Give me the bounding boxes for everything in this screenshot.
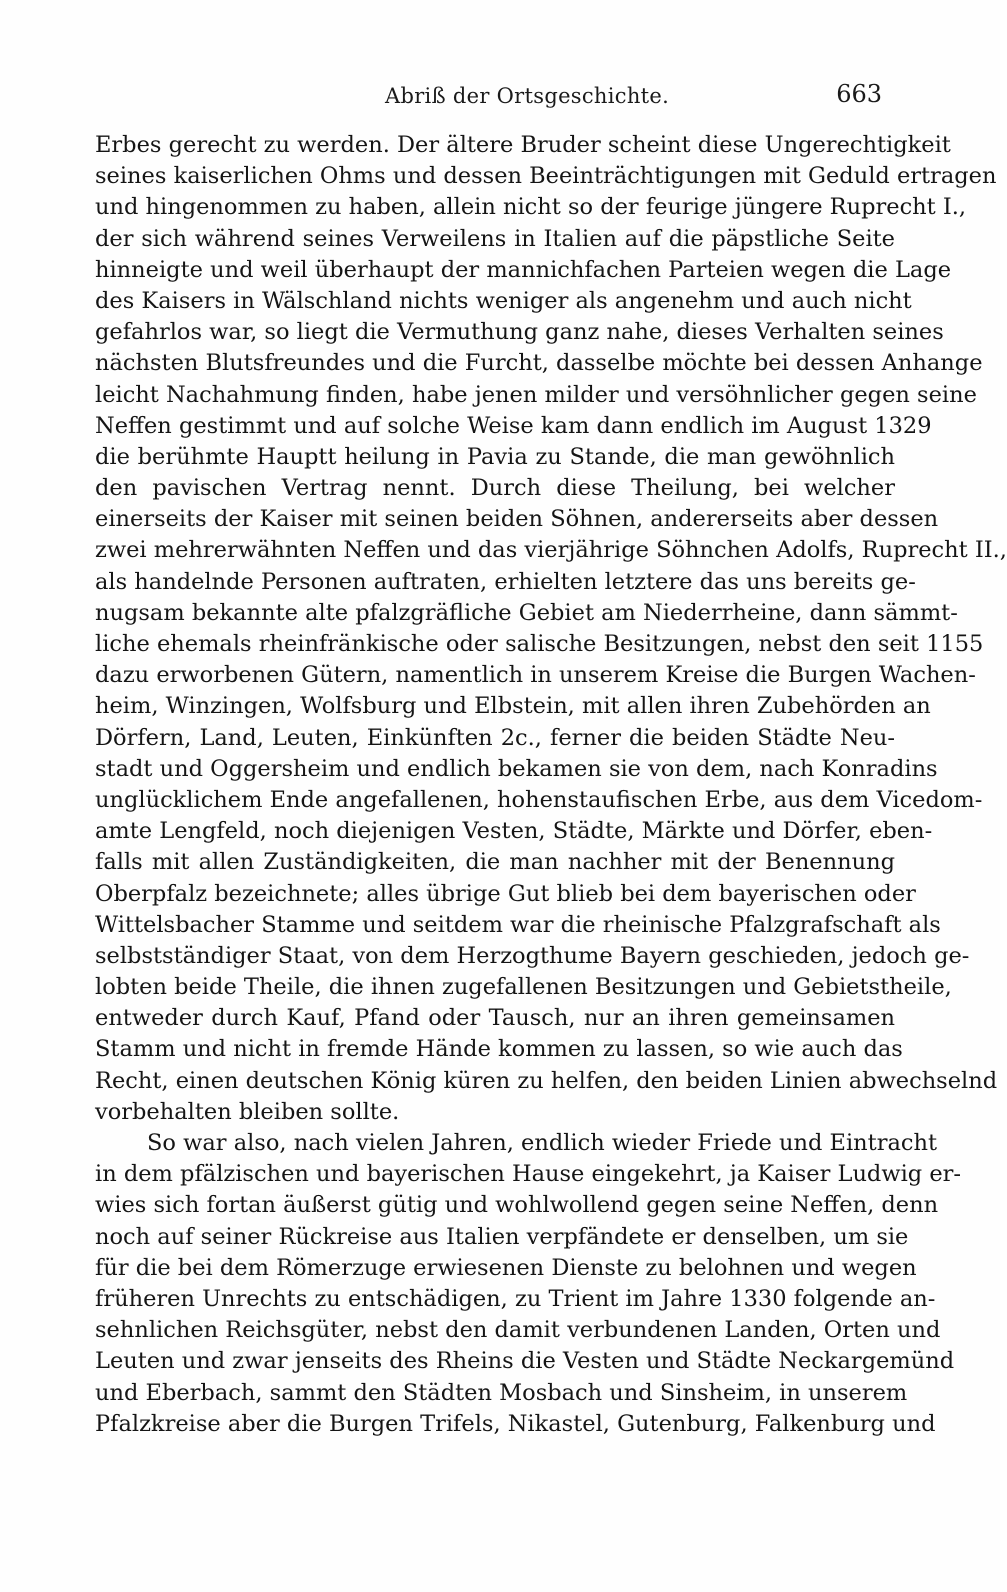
text-line: und hingenommen zu haben, allein nicht so der feurige jüngere Ruprecht I., (95, 194, 967, 221)
text-line: der sich während seines Verweilens in Italien auf die päpstliche Seite (95, 225, 895, 252)
text-line: einerseits der Kaiser mit seinen beiden Söhnen, andererseits aber dessen (95, 506, 939, 533)
text-line: falls mit allen Zuständigkeiten, die man nachher mit der Benennung (95, 849, 895, 876)
text-line: des Kaisers in Wälschland nichts weniger als angenehm und auch nicht (95, 287, 912, 314)
text-line: Pfalzkreise aber die Burgen Trifels, Nikastel, Gutenburg, Falkenburg und (95, 1410, 936, 1437)
text-line: So war also, nach vielen Jahren, endlich wieder Friede und Eintracht (147, 1130, 938, 1156)
text-line: noch auf seiner Rückreise aus Italien verpfändete er denselben, um sie (95, 1223, 909, 1250)
text-line: gefahrlos war, so liegt die Vermuthung ganz nahe, dieses Verhalten seines (95, 319, 944, 346)
text-line: seines kaiserlichen Ohms und dessen Beeinträchtigungen mit Geduld ertragen (95, 163, 997, 190)
running-title: Abriß der Ortsgeschichte. (385, 84, 670, 108)
text-line: nächsten Blutsfreundes und die Furcht, dasselbe möchte bei dessen Anhange (95, 350, 983, 377)
text-line: heim, Winzingen, Wolfsburg und Elbstein, mit allen ihren Zubehörden an (95, 693, 931, 720)
text-line: leicht Nachahmung finden, habe jenen milder und versöhnlicher gegen seine (95, 381, 977, 408)
text-line: Neffen gestimmt und auf solche Weise kam dann endlich im August 1329 (95, 412, 932, 439)
text-line: als handelnde Personen auftraten, erhielten letztere das uns bereits ge- (95, 568, 916, 595)
text-line: nugsam bekannte alte pfalzgräfliche Gebiet am Niederrheine, dann sämmt- (95, 599, 958, 626)
text-line: Erbes gerecht zu werden. Der ältere Bruder scheint diese Ungerechtigkeit (95, 132, 951, 158)
paragraph-1 (95, 130, 1007, 1128)
text-line: Stamm und nicht in fremde Hände kommen zu lassen, so wie auch das (95, 1036, 903, 1063)
text-line: amte Lengfeld, noch diejenigen Vesten, Städte, Märkte und Dörfer, eben- (95, 818, 933, 845)
text-line: unglücklichem Ende angefallenen, hohenstaufischen Erbe, aus dem Vicedom- (95, 786, 983, 813)
text-line: stadt und Oggersheim und endlich bekamen sie von dem, nach Konradins (95, 755, 938, 782)
text-line: Dörfern, Land, Leuten, Einkünften 2c., ferner die beiden Städte Neu- (95, 724, 895, 751)
text-line: zwei mehrerwähnten Neffen und das vierjährige Söhnchen Adolfs, Ruprecht II., (95, 537, 1007, 564)
text-line: dazu erworbenen Gütern, namentlich in unserem Kreise die Burgen Wachen- (95, 662, 976, 689)
text-line: Wittelsbacher Stamme und seitdem war die rheinische Pfalzgrafschaft als (95, 911, 941, 938)
paragraph-2 (95, 1128, 962, 1440)
text-line: für die bei dem Römerzuge erwiesenen Dienste zu belohnen und wegen (95, 1254, 917, 1281)
text-line: selbstständiger Staat, von dem Herzogthume Bayern geschieden, jedoch ge- (95, 942, 970, 969)
body-text (95, 130, 1007, 1440)
text-line: den pavischen Vertrag nennt. Durch diese Theilung, bei welcher (95, 475, 895, 502)
text-line: liche ehemals rheinfränkische oder salische Besitzungen, nebst den seit 1155 (95, 631, 984, 657)
text-line: die berühmte Hauptt heilung in Pavia zu Stande, die man gewöhnlich (95, 443, 895, 470)
text-line: wies sich fortan äußerst gütig und wohlwollend gegen seine Neffen, denn (95, 1192, 939, 1219)
text-line: früheren Unrechts zu entschädigen, zu Trient im Jahre 1330 folgende an- (95, 1285, 936, 1312)
text-line: hinneigte und weil überhaupt der mannichfachen Parteien wegen die Lage (95, 256, 952, 283)
text-line: Leuten und zwar jenseits des Rheins die Vesten und Städte Neckargemünd (95, 1348, 955, 1375)
text-line: vorbehalten bleiben sollte. (95, 1098, 400, 1125)
text-line: in dem pfälzischen und bayerischen Hause eingekehrt, ja Kaiser Ludwig er- (95, 1161, 962, 1188)
text-line: Recht, einen deutschen König küren zu helfen, den beiden Linien abwechselnd (95, 1067, 998, 1094)
text-line: lobten beide Theile, die ihnen zugefallenen Besitzungen und Gebietstheile, (95, 974, 952, 1001)
page-number: 663 (836, 80, 882, 108)
text-line: Oberpfalz bezeichnete; alles übrige Gut blieb bei dem bayerischen oder (95, 880, 916, 907)
text-line: entweder durch Kauf, Pfand oder Tausch, nur an ihren gemeinsamen (95, 1005, 895, 1032)
text-line: sehnlichen Reichsgüter, nebst den damit verbundenen Landen, Orten und (95, 1317, 941, 1344)
text-line: und Eberbach, sammt den Städten Mosbach und Sinsheim, in unserem (95, 1379, 908, 1406)
